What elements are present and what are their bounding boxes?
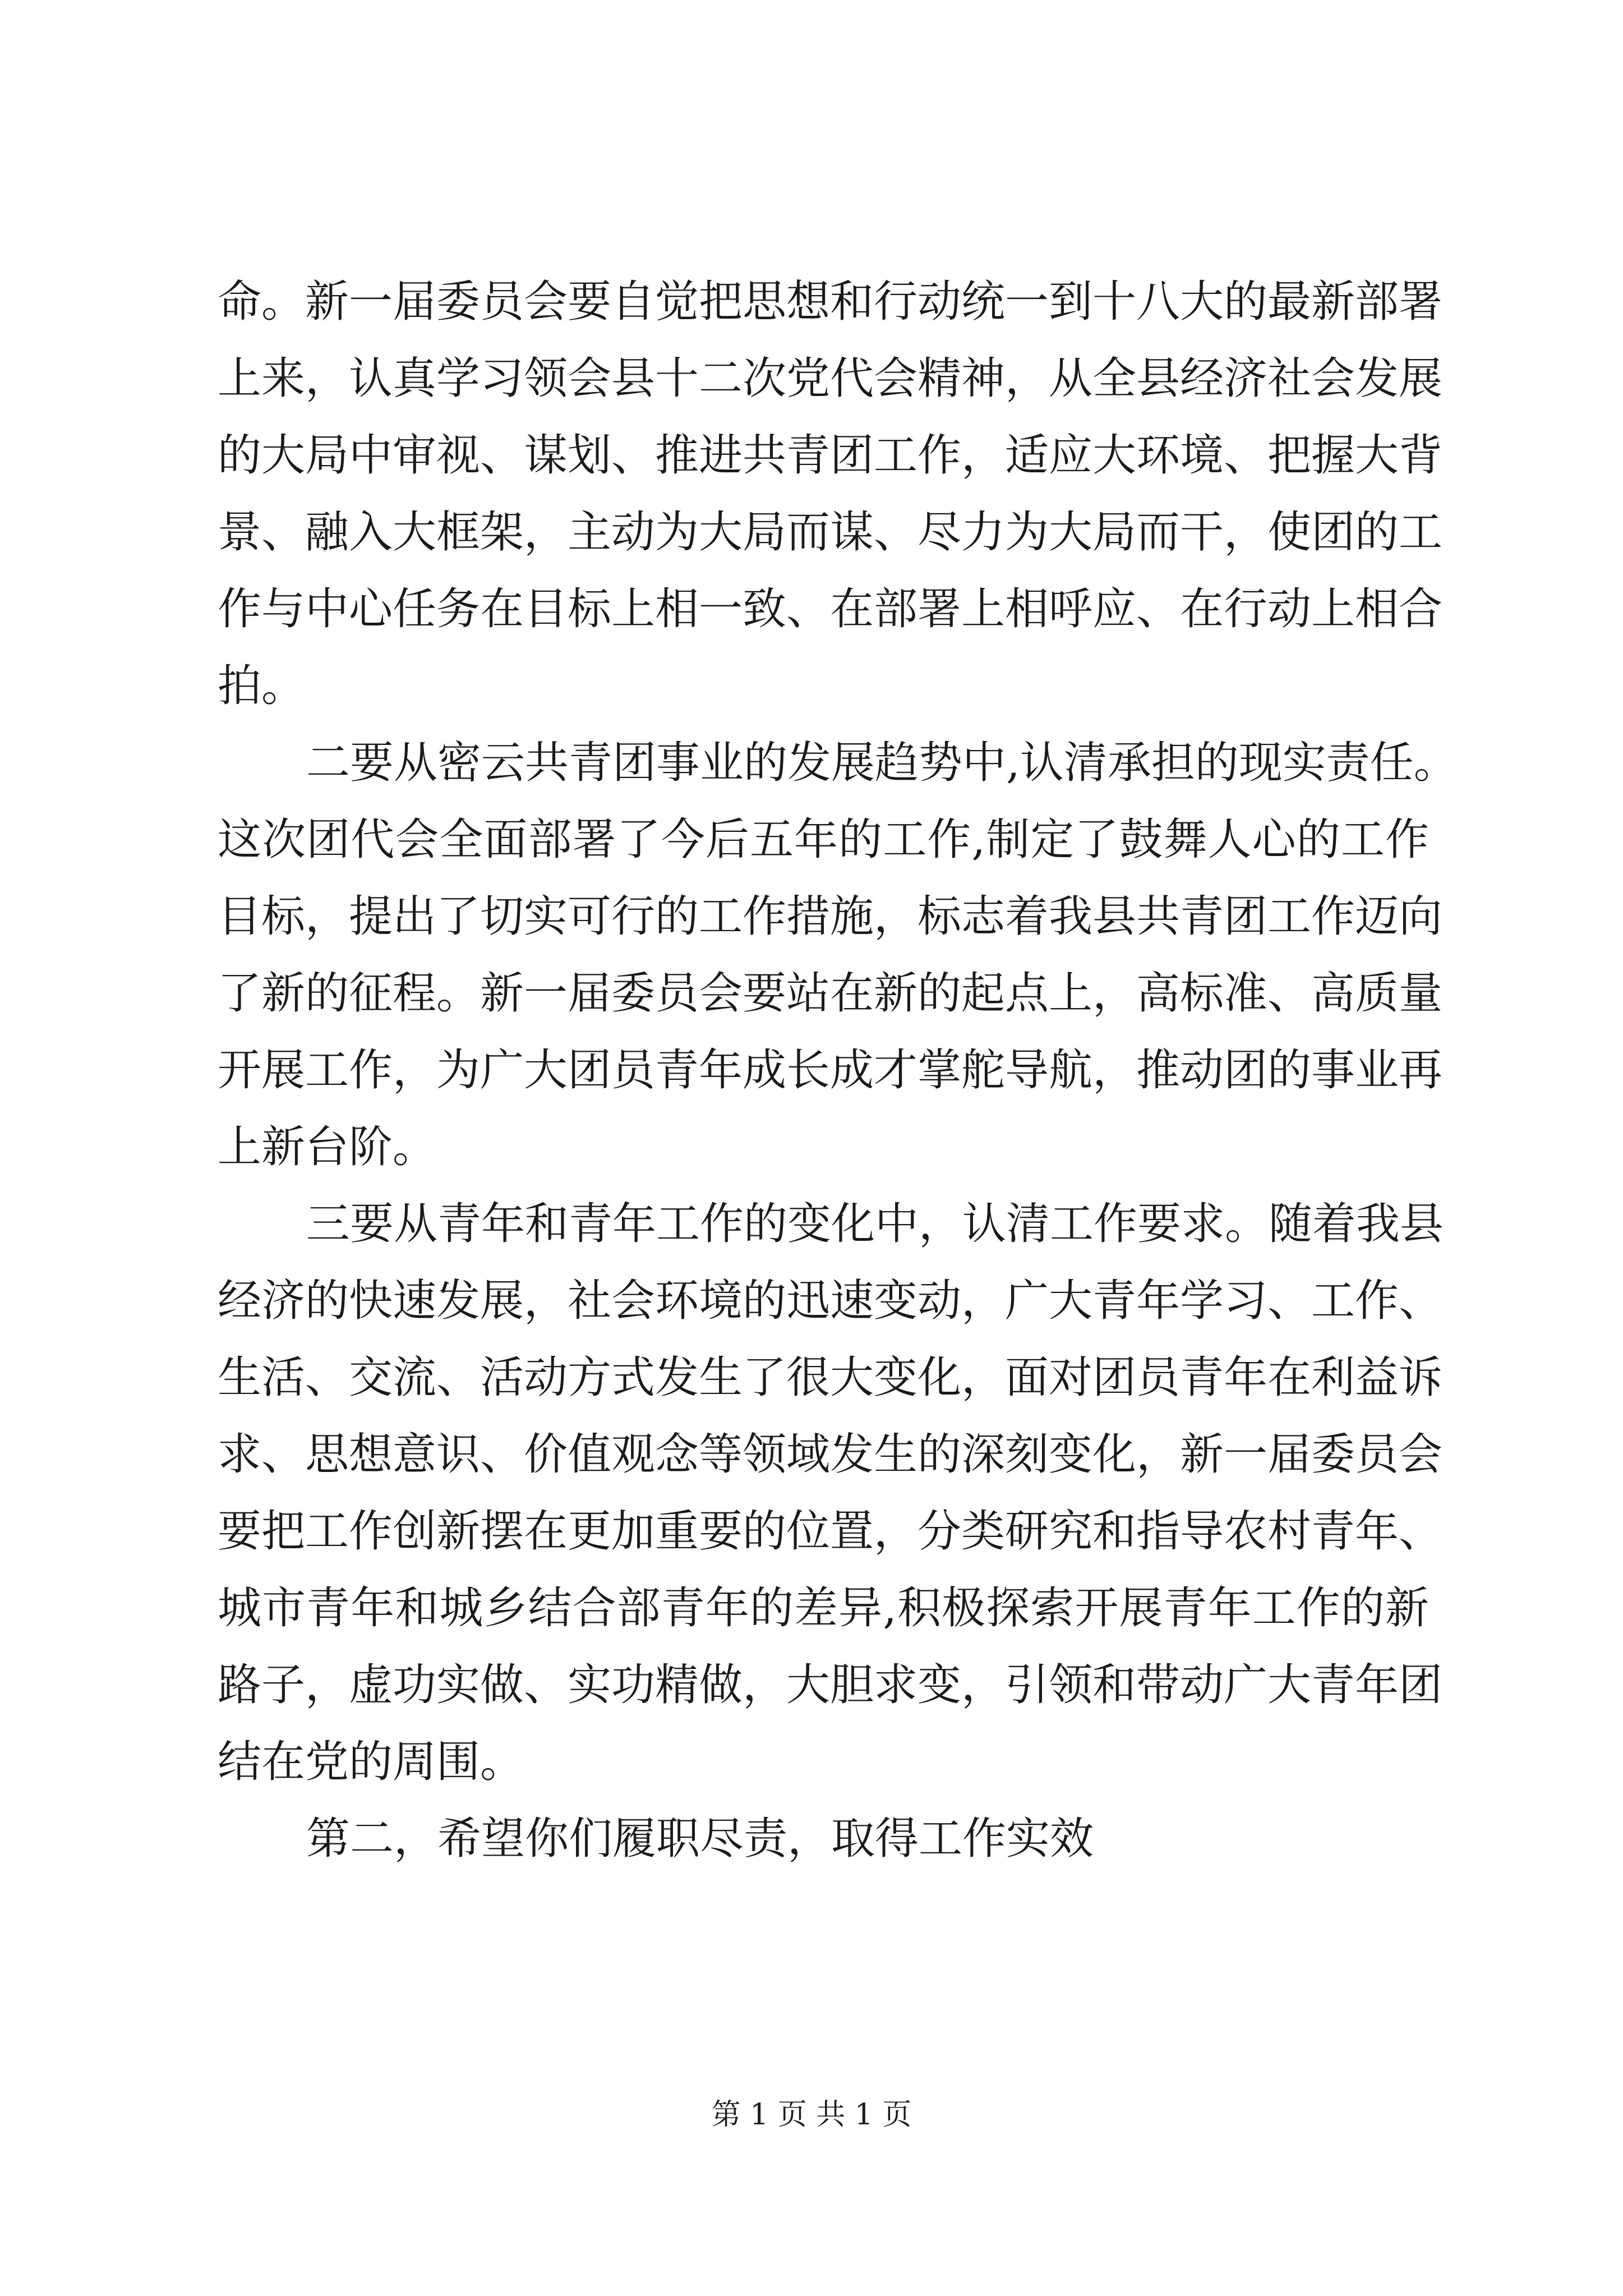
- text-line: 拍。: [218, 661, 306, 711]
- text-line: 经济的快速发展，社会环境的迅速变动，广大青年学习、工作、: [218, 1276, 1443, 1326]
- text-line: 景、融入大框架，主动为大局而谋、尽力为大局而干，使团的工: [218, 507, 1443, 558]
- text-line: 上新台阶。: [218, 1122, 437, 1172]
- paragraph: [218, 1801, 1429, 1878]
- text-line: 求、思想意识、价值观念等领域发生的深刻变化，新一届委员会: [218, 1429, 1443, 1480]
- section-heading-line: 第二，希望你们履职尽责，取得工作实效: [306, 1814, 1094, 1864]
- page-footer: 第 1 页 共 1 页: [711, 2098, 912, 2132]
- text-line: 二要从密云共青团事业的发展趋势中,认清承担的现实责任。: [306, 738, 1458, 788]
- text-line: 上来，认真学习领会县十二次党代会精神，从全县经济社会发展: [218, 353, 1443, 404]
- text-line: 要把工作创新摆在更加重要的位置，分类研究和指导农村青年、: [218, 1506, 1443, 1557]
- text-line: 生活、交流、活动方式发生了很大变化，面对团员青年在利益诉: [218, 1352, 1443, 1403]
- text-line: 城市青年和城乡结合部青年的差异,积极探索开展青年工作的新: [218, 1583, 1429, 1634]
- text-line: 三要从青年和青年工作的变化中，认清工作要求。随着我县: [306, 1199, 1444, 1249]
- paragraph: [218, 1186, 1444, 1801]
- paragraph: [218, 264, 1443, 725]
- text-line: 的大局中审视、谋划、推进共青团工作，适应大环境、把握大背: [218, 430, 1443, 481]
- text-line: 命。新一届委员会要自觉把思想和行动统一到十八大的最新部署: [218, 277, 1443, 327]
- document-body: [218, 264, 1458, 1878]
- text-line: 了新的征程。新一届委员会要站在新的起点上，高标准、高质量: [218, 968, 1443, 1019]
- text-line: 目标，提出了切实可行的工作措施，标志着我县共青团工作迈向: [218, 891, 1443, 942]
- text-line: 路子，虚功实做、实功精做，大胆求变，引领和带动广大青年团: [218, 1660, 1443, 1710]
- text-line: 开展工作，为广大团员青年成长成才掌舵导航，推动团的事业再: [218, 1045, 1443, 1096]
- text-line: 作与中心任务在目标上相一致、在部署上相呼应、在行动上相合: [218, 584, 1443, 634]
- paragraph: [218, 725, 1458, 1186]
- text-line: 这次团代会全面部署了今后五年的工作,制定了鼓舞人心的工作: [218, 815, 1429, 865]
- text-line: 结在党的周围。: [218, 1737, 524, 1787]
